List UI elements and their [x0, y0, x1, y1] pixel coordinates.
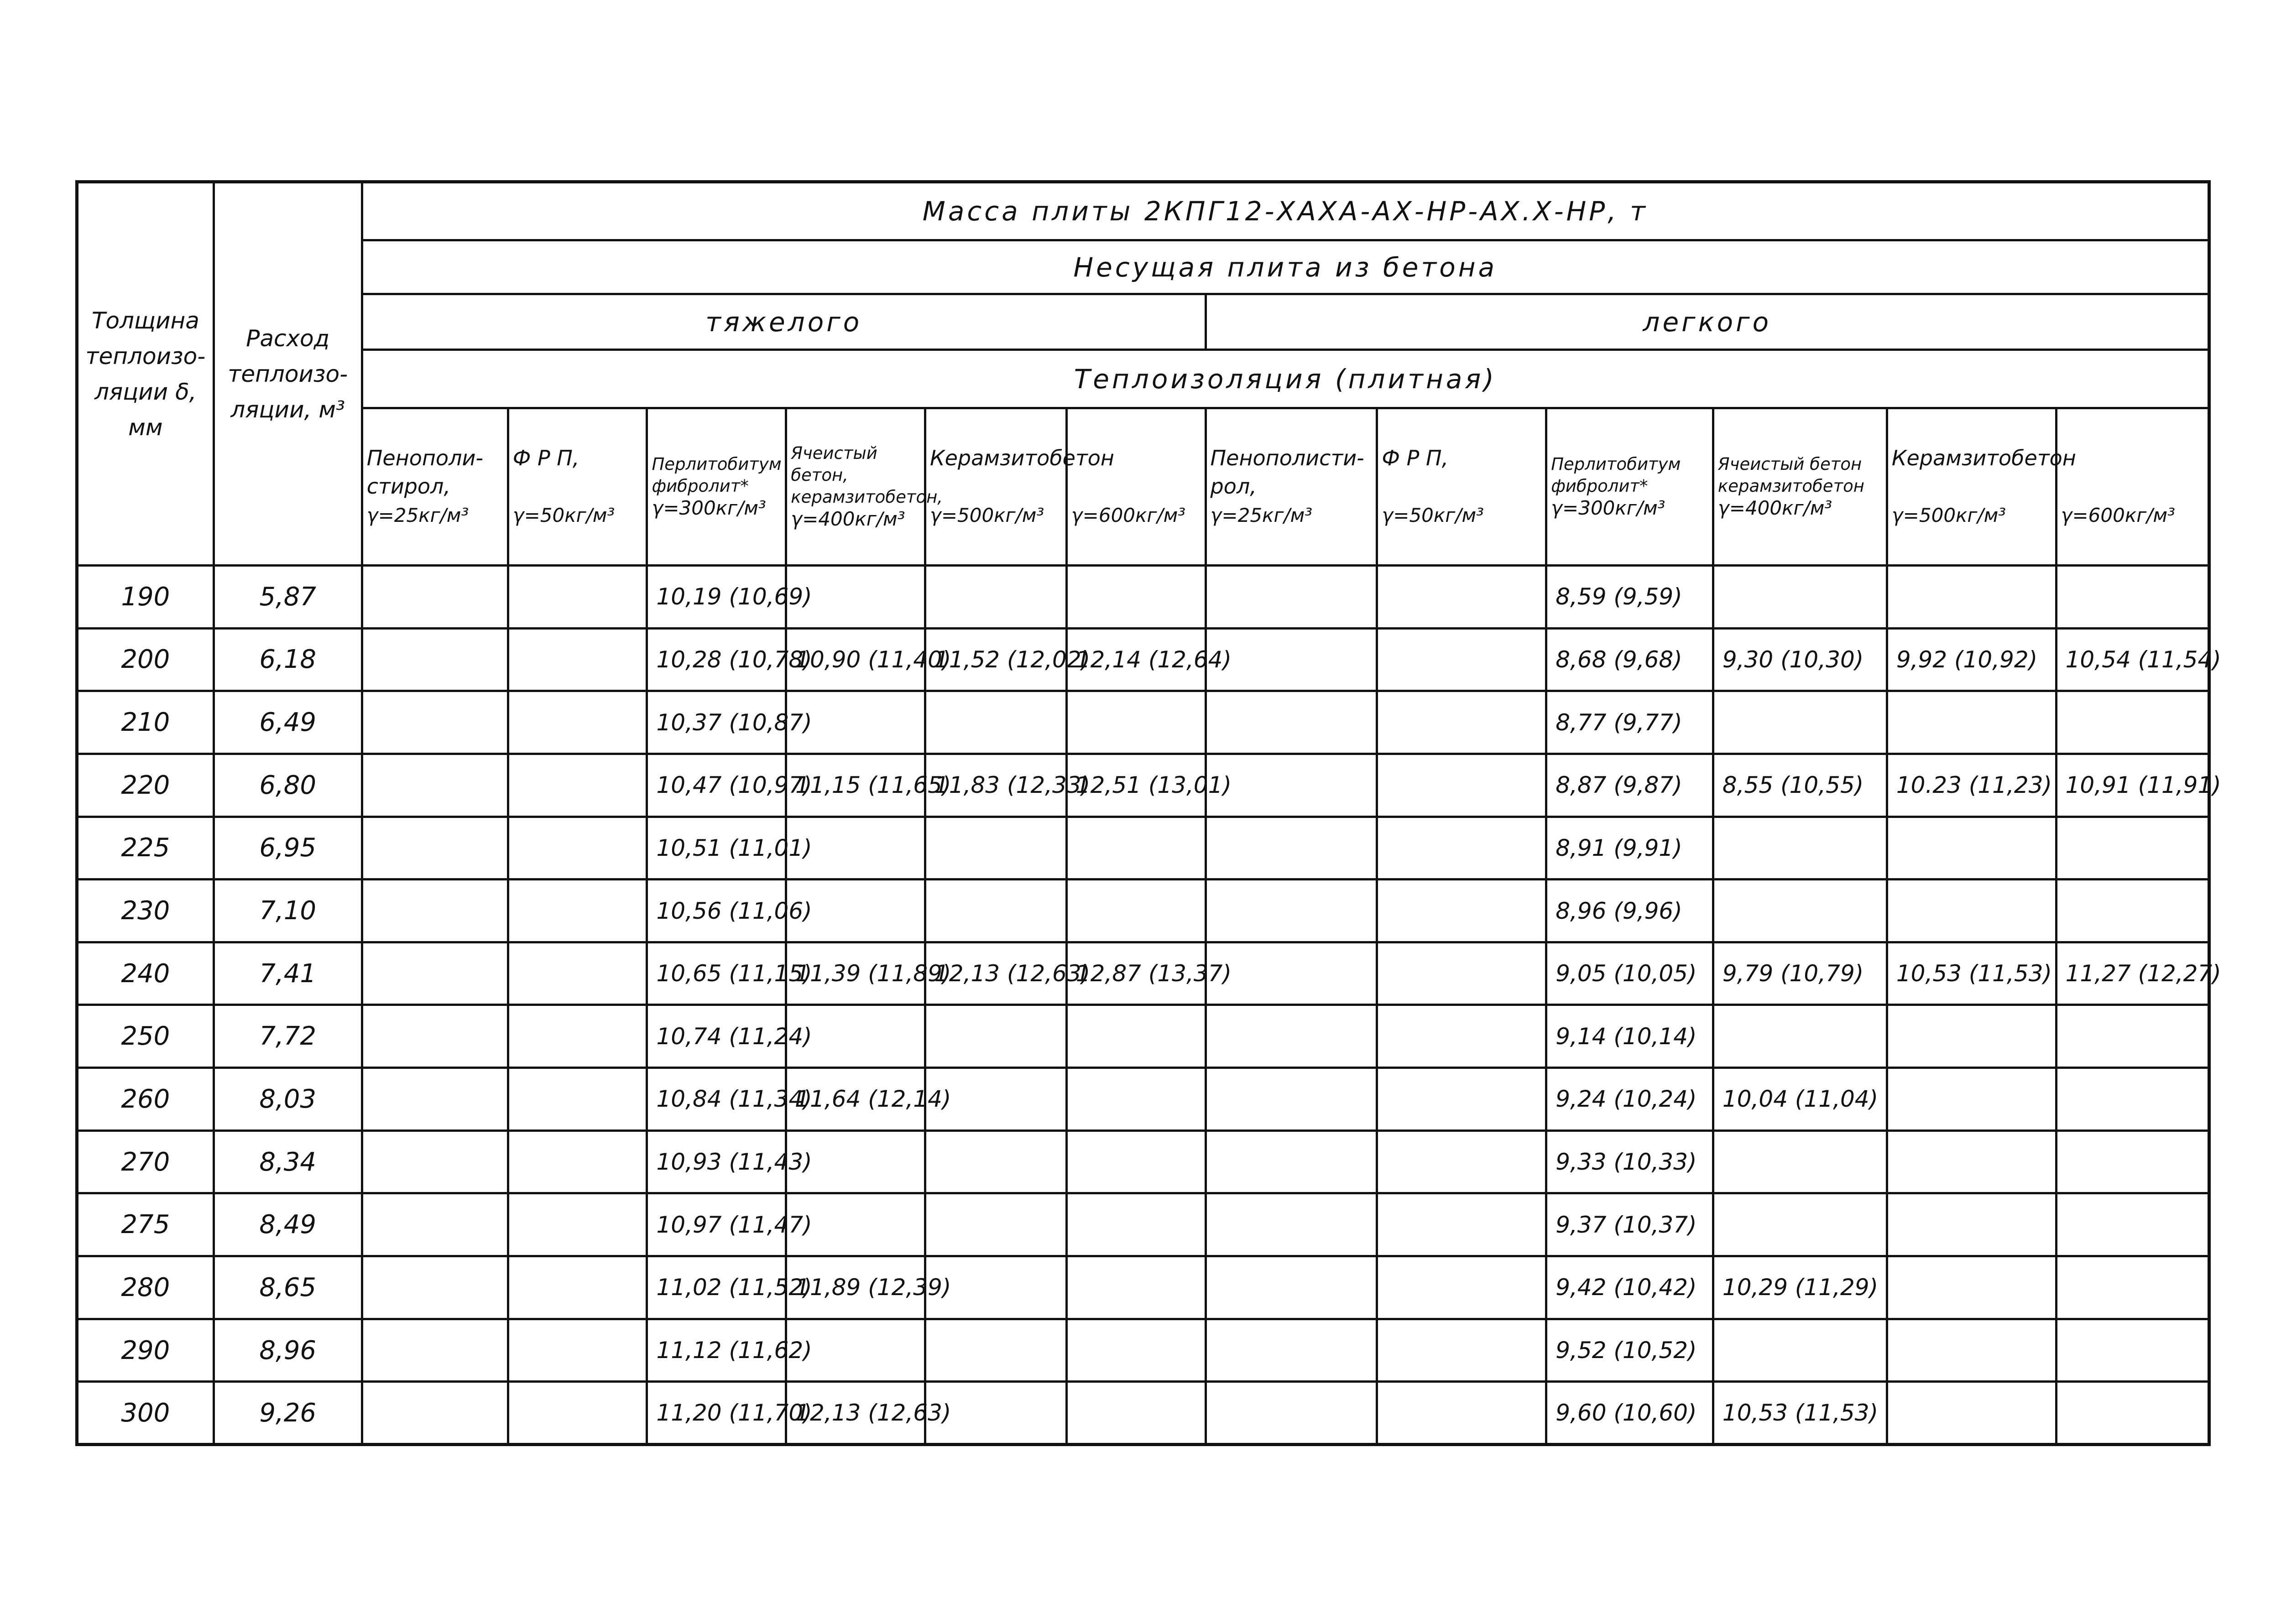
- table-row: [77, 1382, 2209, 1445]
- mass-cell: [362, 691, 508, 754]
- mass-cell: 8,59 (9,59): [1546, 566, 1713, 629]
- material-density: γ=400кг/м³: [1717, 497, 1832, 519]
- light-col-header: [1377, 408, 1546, 566]
- mass-cell: [362, 1256, 508, 1319]
- mass-table: [75, 180, 2221, 1446]
- mass-cell: [2056, 566, 2209, 629]
- material-name: Ячеистый бетон, керамзитобетон,: [791, 443, 943, 507]
- mass-cell: 9,79 (10,79): [1713, 942, 1887, 1005]
- mass-cell: [1066, 817, 1206, 880]
- heavy-col-header: [362, 408, 508, 566]
- mass-cell: [1066, 1319, 1206, 1382]
- mass-cell: 10,47 (10,97): [647, 754, 786, 817]
- consumption-cell: 8,34: [214, 1130, 362, 1193]
- mass-cell: [1713, 691, 1887, 754]
- consumption-cell: 7,41: [214, 942, 362, 1005]
- mass-cell: 10,54 (11,54): [2056, 628, 2209, 691]
- material-name: Ф Р П,: [1382, 446, 1449, 470]
- material-density: γ=300кг/м³: [652, 497, 766, 519]
- mass-cell: [1713, 1130, 1887, 1193]
- thickness-cell: 275: [77, 1193, 214, 1256]
- mass-cell: [1206, 566, 1377, 629]
- heavy-col-header: [786, 408, 943, 566]
- mass-cell: 11,02 (11,52): [647, 1256, 786, 1319]
- consumption-cell: 8,96: [214, 1319, 362, 1382]
- mass-cell: [362, 754, 508, 817]
- mass-cell: [1377, 1193, 1546, 1256]
- material-density: γ=300кг/м³: [1551, 497, 1665, 519]
- mass-cell: [1887, 1005, 2056, 1068]
- consumption-cell: 8,03: [214, 1068, 362, 1131]
- mass-cell: [362, 880, 508, 942]
- mass-cell: [1066, 566, 1206, 629]
- mass-cell: [508, 691, 647, 754]
- mass-cell: [508, 1319, 647, 1382]
- mass-cell: 10,65 (11,15): [647, 942, 786, 1005]
- mass-cell: 8,68 (9,68): [1546, 628, 1713, 691]
- heavy-concrete-header: тяжелого: [362, 294, 1206, 350]
- table-row: [77, 1130, 2209, 1193]
- table-row: [77, 691, 2209, 754]
- mass-cell: [1887, 1130, 2056, 1193]
- mass-cell: [1377, 691, 1546, 754]
- mass-cell: 12,13 (12,63): [786, 1382, 925, 1445]
- mass-cell: 9,92 (10,92): [1887, 628, 2056, 691]
- consumption-cell: 5,87: [214, 566, 362, 629]
- mass-cell: [2056, 1256, 2209, 1319]
- mass-cell: [1377, 1382, 1546, 1445]
- mass-cell: 9,33 (10,33): [1546, 1130, 1713, 1193]
- table-row: [77, 942, 2209, 1005]
- mass-cell: 9,42 (10,42): [1546, 1256, 1713, 1319]
- mass-cell: [1066, 880, 1206, 942]
- consumption-cell: 8,49: [214, 1193, 362, 1256]
- mass-cell: [925, 1319, 1066, 1382]
- light-concrete-header: легкого: [1206, 294, 2209, 350]
- mass-cell: 10,53 (11,53): [1713, 1382, 1887, 1445]
- mass-cell: 11,64 (12,14): [786, 1068, 925, 1131]
- material-density: γ=600кг/м³: [1071, 504, 1186, 526]
- mass-cell: 12,51 (13,01): [1066, 754, 1206, 817]
- mass-cell: [1377, 628, 1546, 691]
- light-col-header: [1713, 408, 1887, 566]
- mass-cell: [362, 1193, 508, 1256]
- mass-cell: [1066, 1382, 1206, 1445]
- mass-cell: 10,90 (11,40): [786, 628, 925, 691]
- table-row: [77, 1005, 2209, 1068]
- mass-cell: [1066, 691, 1206, 754]
- mass-cell: [1887, 1068, 2056, 1131]
- mass-cell: [2056, 880, 2209, 942]
- table-row: [77, 1256, 2209, 1319]
- mass-cell: [1377, 1319, 1546, 1382]
- mass-cell: 12,87 (13,37): [1066, 942, 1206, 1005]
- mass-cell: [508, 942, 647, 1005]
- mass-title: Масса плиты 2КПГ12-ХАХА-АХ-НР-АХ.Х-НР, т: [362, 182, 2209, 240]
- mass-cell: [2056, 691, 2209, 754]
- thickness-cell: 300: [77, 1382, 214, 1445]
- mass-cell: [925, 880, 1066, 942]
- mass-cell: 9,05 (10,05): [1546, 942, 1713, 1005]
- mass-cell: [1066, 1068, 1206, 1131]
- table-row: [77, 1068, 2209, 1131]
- thickness-cell: 250: [77, 1005, 214, 1068]
- mass-cell: [508, 1256, 647, 1319]
- material-name: Ячеистый бетон керамзитобетон: [1717, 454, 1864, 496]
- mass-cell: 10,97 (11,47): [647, 1193, 786, 1256]
- mass-cell: [1713, 880, 1887, 942]
- table-row: [77, 754, 2209, 817]
- mass-cell: [1066, 1256, 1206, 1319]
- mass-cell: 11,27 (12,27): [2056, 942, 2209, 1005]
- material-name: Ф Р П,: [512, 446, 579, 470]
- material-name: Керамзитобетон: [1891, 446, 2076, 470]
- mass-cell: 9,60 (10,60): [1546, 1382, 1713, 1445]
- mass-cell: [1887, 1382, 2056, 1445]
- mass-cell: [1377, 880, 1546, 942]
- mass-cell: [508, 880, 647, 942]
- mass-cell: 10,19 (10,69): [647, 566, 786, 629]
- mass-cell: [508, 1193, 647, 1256]
- mass-cell: [362, 566, 508, 629]
- mass-cell: [1713, 817, 1887, 880]
- mass-cell: [1377, 942, 1546, 1005]
- mass-cell: [508, 628, 647, 691]
- thickness-cell: 270: [77, 1130, 214, 1193]
- mass-cell: [362, 1068, 508, 1131]
- thickness-cell: 290: [77, 1319, 214, 1382]
- mass-cell: [362, 1319, 508, 1382]
- table-row: [77, 1193, 2209, 1256]
- mass-cell: 10,29 (11,29): [1713, 1256, 1887, 1319]
- material-density: γ=500кг/м³: [1891, 504, 2006, 526]
- mass-cell: [1887, 566, 2056, 629]
- mass-cell: 10,74 (11,24): [647, 1005, 786, 1068]
- mass-cell: [362, 817, 508, 880]
- mass-cell: [1066, 1005, 1206, 1068]
- heavy-col-header: [1066, 408, 1206, 566]
- material-name: Пенополисти- рол,: [1210, 446, 1364, 499]
- mass-cell: [1206, 691, 1377, 754]
- thickness-cell: 260: [77, 1068, 214, 1131]
- mass-cell: 12,13 (12,63): [925, 942, 1066, 1005]
- mass-cell: 8,77 (9,77): [1546, 691, 1713, 754]
- heavy-col-header: [925, 408, 1114, 566]
- mass-cell: 9,37 (10,37): [1546, 1193, 1713, 1256]
- mass-cell: [1713, 566, 1887, 629]
- mass-cell: [925, 1005, 1066, 1068]
- mass-cell: [1377, 1256, 1546, 1319]
- mass-cell: [362, 628, 508, 691]
- mass-cell: [1377, 1005, 1546, 1068]
- mass-cell: [1887, 817, 2056, 880]
- mass-cell: [2056, 1068, 2209, 1131]
- material-density: γ=25кг/м³: [366, 504, 469, 526]
- mass-cell: 12,14 (12,64): [1066, 628, 1206, 691]
- mass-cell: [1887, 691, 2056, 754]
- thickness-cell: 190: [77, 566, 214, 629]
- mass-cell: [2056, 1193, 2209, 1256]
- table-row: [77, 880, 2209, 942]
- mass-cell: [2056, 1382, 2209, 1445]
- mass-cell: [1206, 880, 1377, 942]
- mass-cell: [925, 566, 1066, 629]
- table-row: [77, 566, 2209, 629]
- mass-cell: [1887, 1319, 2056, 1382]
- material-density: γ=50кг/м³: [512, 504, 615, 526]
- thickness-cell: 240: [77, 942, 214, 1005]
- mass-cell: [1206, 817, 1377, 880]
- material-density: γ=50кг/м³: [1382, 504, 1484, 526]
- mass-cell: 10,51 (11,01): [647, 817, 786, 880]
- table-row: [77, 1319, 2209, 1382]
- mass-cell: [362, 942, 508, 1005]
- mass-cell: [508, 1382, 647, 1445]
- light-col-header: [1887, 408, 2076, 566]
- mass-cell: [1713, 1319, 1887, 1382]
- mass-cell: [1206, 1256, 1377, 1319]
- material-name: Пенополи- стирол,: [366, 446, 483, 499]
- mass-cell: 8,96 (9,96): [1546, 880, 1713, 942]
- light-col-header: [1546, 408, 1713, 566]
- mass-cell: 11,15 (11,65): [786, 754, 925, 817]
- mass-cell: [1066, 1130, 1206, 1193]
- mass-cell: [1713, 1193, 1887, 1256]
- consumption-cell: 7,72: [214, 1005, 362, 1068]
- consumption-cell: 9,26: [214, 1382, 362, 1445]
- mass-cell: 10,53 (11,53): [1887, 942, 2056, 1005]
- insulation-header: Теплоизоляция (плитная): [362, 350, 2209, 408]
- consumption-cell: 6,18: [214, 628, 362, 691]
- mass-cell: 9,24 (10,24): [1546, 1068, 1713, 1131]
- light-col-header: [1206, 408, 1377, 566]
- table-header: [77, 182, 2209, 566]
- heavy-col-header: [508, 408, 647, 566]
- thickness-cell: 200: [77, 628, 214, 691]
- consumption-cell: 6,49: [214, 691, 362, 754]
- light-col-header: [2056, 408, 2209, 566]
- thickness-cell: 225: [77, 817, 214, 880]
- mass-cell: 9,52 (10,52): [1546, 1319, 1713, 1382]
- mass-cell: [362, 1005, 508, 1068]
- mass-cell: 10,84 (11,34): [647, 1068, 786, 1131]
- mass-cell: 10,91 (11,91): [2056, 754, 2209, 817]
- mass-cell: 10,56 (11,06): [647, 880, 786, 942]
- mass-table-sheet: [75, 180, 2221, 1446]
- mass-cell: [1206, 1068, 1377, 1131]
- table-row: [77, 817, 2209, 880]
- consumption-cell: 8,65: [214, 1256, 362, 1319]
- mass-cell: [508, 1005, 647, 1068]
- table-body: [77, 566, 2221, 1445]
- material-density: γ=400кг/м³: [791, 508, 905, 530]
- mass-cell: [508, 754, 647, 817]
- mass-cell: [362, 1130, 508, 1193]
- mass-cell: [1887, 1193, 2056, 1256]
- mass-cell: [1887, 1256, 2056, 1319]
- table-row: [77, 628, 2209, 691]
- thickness-cell: 230: [77, 880, 214, 942]
- material-name: Керамзитобетон: [929, 446, 1114, 470]
- material-header-row: [77, 408, 2209, 566]
- mass-cell: [1206, 1382, 1377, 1445]
- mass-cell: 10,04 (11,04): [1713, 1068, 1887, 1131]
- mass-cell: [1377, 566, 1546, 629]
- mass-cell: [925, 1130, 1066, 1193]
- mass-cell: 8,87 (9,87): [1546, 754, 1713, 817]
- material-density: γ=25кг/м³: [1210, 504, 1313, 526]
- mass-cell: 11,20 (11,70): [647, 1382, 786, 1445]
- mass-cell: [1206, 1193, 1377, 1256]
- bearing-plate-header: Несущая плита из бетона: [362, 240, 2209, 294]
- consumption-cell: 7,10: [214, 880, 362, 942]
- mass-cell: [1887, 880, 2056, 942]
- mass-cell: [508, 1068, 647, 1131]
- mass-cell: [1206, 1319, 1377, 1382]
- mass-cell: [2056, 1319, 2209, 1382]
- thickness-cell: 220: [77, 754, 214, 817]
- consumption-header: Расход теплоизо- ляции, м³: [214, 182, 362, 566]
- mass-cell: [925, 817, 1066, 880]
- mass-cell: 10,28 (10,78): [647, 628, 786, 691]
- mass-cell: [925, 691, 1066, 754]
- mass-cell: 11,12 (11,62): [647, 1319, 786, 1382]
- mass-cell: [508, 566, 647, 629]
- mass-cell: [1206, 1130, 1377, 1193]
- mass-cell: [508, 1130, 647, 1193]
- mass-cell: 8,91 (9,91): [1546, 817, 1713, 880]
- mass-cell: [2056, 1130, 2209, 1193]
- mass-cell: 9,14 (10,14): [1546, 1005, 1713, 1068]
- mass-cell: [1377, 1130, 1546, 1193]
- mass-cell: [1206, 1005, 1377, 1068]
- mass-cell: [508, 817, 647, 880]
- thickness-header: Толщина теплоизо- ляции δ, мм: [77, 182, 214, 566]
- consumption-cell: 6,95: [214, 817, 362, 880]
- mass-cell: 10,37 (10,87): [647, 691, 786, 754]
- mass-cell: 11,52 (12,02): [925, 628, 1066, 691]
- mass-cell: [1377, 754, 1546, 817]
- mass-cell: 10,93 (11,43): [647, 1130, 786, 1193]
- mass-cell: 11,89 (12,39): [786, 1256, 925, 1319]
- material-name: Перлитобитум фибролит*: [1551, 454, 1681, 496]
- consumption-cell: 6,80: [214, 754, 362, 817]
- mass-cell: 10.23 (11,23): [1887, 754, 2056, 817]
- mass-cell: [925, 1193, 1066, 1256]
- thickness-cell: 210: [77, 691, 214, 754]
- material-density: γ=500кг/м³: [929, 504, 1044, 526]
- mass-cell: 11,39 (11,89): [786, 942, 925, 1005]
- mass-cell: [1377, 1068, 1546, 1131]
- mass-cell: [1377, 817, 1546, 880]
- material-name: Перлитобитум фибролит*: [652, 454, 782, 496]
- mass-cell: [2056, 1005, 2209, 1068]
- mass-cell: 8,55 (10,55): [1713, 754, 1887, 817]
- mass-cell: [362, 1382, 508, 1445]
- material-density: γ=600кг/м³: [2061, 504, 2175, 526]
- mass-cell: [1713, 1005, 1887, 1068]
- heavy-col-header: [647, 408, 786, 566]
- mass-cell: [1066, 1193, 1206, 1256]
- thickness-cell: 280: [77, 1256, 214, 1319]
- mass-cell: [2056, 817, 2209, 880]
- mass-cell: 9,30 (10,30): [1713, 628, 1887, 691]
- mass-cell: 11,83 (12,33): [925, 754, 1066, 817]
